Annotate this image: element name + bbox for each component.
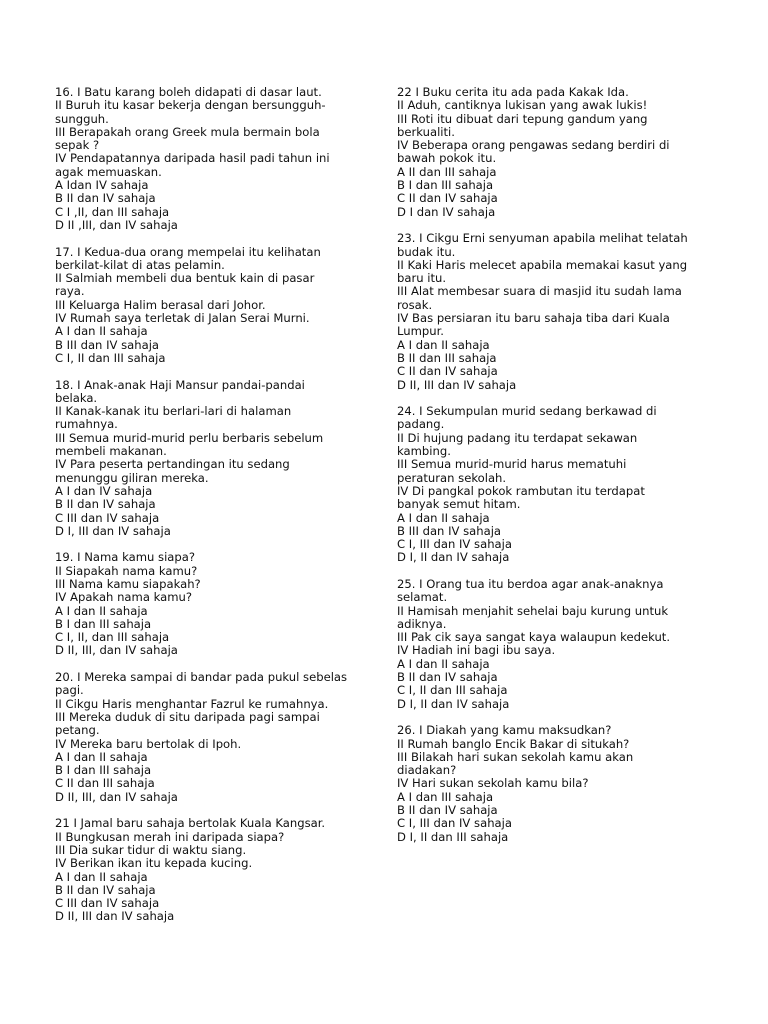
question-line: A I dan III sahaja bbox=[397, 789, 494, 804]
question-line: III Berapakah orang Greek mula bermain bola bbox=[55, 124, 320, 139]
question-line: B I dan III sahaja bbox=[55, 616, 152, 631]
question-line: belaka. bbox=[55, 390, 98, 405]
question-line: C II dan IV sahaja bbox=[397, 364, 498, 379]
question-line: kambing. bbox=[397, 444, 451, 459]
question-line: A Idan IV sahaja bbox=[55, 178, 149, 193]
question-line: II Aduh, cantiknya lukisan yang awak lukis! bbox=[397, 98, 648, 113]
question-line: II Siapakah nama kamu? bbox=[55, 563, 198, 578]
question-line: C I, III dan IV sahaja bbox=[397, 537, 512, 552]
question-line: IV Pendapatannya daripada hasil padi tahun ini bbox=[55, 151, 330, 166]
question-line: rosak. bbox=[397, 297, 433, 312]
question-line: berkilat-kilat di atas pelamin. bbox=[55, 257, 225, 272]
question-line: B II dan IV sahaja bbox=[397, 670, 498, 685]
question-line: II Rumah banglo Encik Bakar di situkah? bbox=[397, 736, 630, 751]
question-line: III Keluarga Halim berasal dari Johor. bbox=[55, 297, 266, 312]
question-block bbox=[55, 671, 355, 804]
question-line: adiknya. bbox=[397, 616, 447, 631]
question-line: raya. bbox=[55, 284, 85, 299]
question-line: pagi. bbox=[55, 683, 84, 698]
question-line: III Alat membesar suara di masjid itu sudah lama bbox=[397, 284, 682, 299]
question-line: C II dan III sahaja bbox=[55, 776, 155, 791]
question-line: III Dia sukar tidur di waktu siang. bbox=[55, 842, 247, 857]
question-line: A I dan II sahaja bbox=[55, 869, 148, 884]
left-column bbox=[55, 86, 355, 937]
question-line: II Bungkusan merah ini daripada siapa? bbox=[55, 829, 285, 844]
question-line: III Semua murid-murid harus mematuhi bbox=[397, 457, 627, 472]
question-line: 16. I Batu karang boleh didapati di dasar laut. bbox=[55, 85, 322, 99]
question-line: padang. bbox=[397, 417, 445, 432]
question-line: agak memuaskan. bbox=[55, 164, 162, 179]
question-line: III Nama kamu siapakah? bbox=[55, 576, 201, 591]
question-line: III Mereka duduk di situ daripada pagi sampai bbox=[55, 709, 320, 724]
question-line: D II ,III, dan IV sahaja bbox=[55, 217, 178, 232]
question-line: diadakan? bbox=[397, 763, 457, 778]
question-block bbox=[55, 551, 355, 657]
question-line: B II dan III sahaja bbox=[397, 350, 497, 365]
question-line: C I, II dan III sahaja bbox=[397, 683, 508, 698]
question-line: IV Beberapa orang pengawas sedang berdiri di bbox=[397, 138, 670, 153]
question-line: 19. I Nama kamu siapa? bbox=[55, 550, 196, 565]
question-line: II Kanak-kanak itu berlari-lari di halaman bbox=[55, 404, 292, 419]
question-line: 17. I Kedua-dua orang mempelai itu kelihatan bbox=[55, 244, 321, 259]
question-line: Lumpur. bbox=[397, 324, 444, 339]
question-line: 23. I Cikgu Erni senyuman apabila melihat telatah bbox=[397, 231, 688, 246]
question-line: selamat. bbox=[397, 590, 448, 605]
question-line: petang. bbox=[55, 723, 100, 738]
question-line: D II, III, dan IV sahaja bbox=[55, 643, 178, 658]
question-line: menunggu giliran mereka. bbox=[55, 470, 209, 485]
question-line: A I dan II sahaja bbox=[397, 656, 490, 671]
question-line: B III dan IV sahaja bbox=[55, 337, 160, 352]
question-line: C III dan IV sahaja bbox=[55, 896, 160, 911]
question-line: D I, II dan IV sahaja bbox=[397, 550, 510, 565]
question-line: II Buruh itu kasar bekerja dengan bersungguh- bbox=[55, 98, 326, 113]
question-line: baru itu. bbox=[397, 271, 447, 286]
question-line: C I, II dan III sahaja bbox=[55, 350, 166, 365]
question-block bbox=[397, 405, 707, 565]
question-line: B I dan III sahaja bbox=[55, 763, 152, 778]
question-block bbox=[55, 86, 355, 232]
question-line: D I, III dan IV sahaja bbox=[55, 523, 171, 538]
question-line: A I dan II sahaja bbox=[397, 510, 490, 525]
question-line: berkualiti. bbox=[397, 124, 455, 139]
question-line: III Bilakah hari sukan sekolah kamu akan bbox=[397, 749, 634, 764]
question-line: membeli makanan. bbox=[55, 444, 167, 459]
question-line: III Semua murid-murid perlu berbaris sebelum bbox=[55, 430, 324, 445]
question-line: C III dan IV sahaja bbox=[55, 510, 160, 525]
question-line: budak itu. bbox=[397, 244, 456, 259]
question-line: II Hamisah menjahit sehelai baju kurung untuk bbox=[397, 603, 669, 618]
question-block bbox=[397, 232, 707, 392]
question-line: IV Di pangkal pokok rambutan itu terdapat bbox=[397, 483, 645, 498]
question-line: sungguh. bbox=[55, 111, 109, 126]
question-line: 26. I Diakah yang kamu maksudkan? bbox=[397, 723, 612, 738]
question-line: D II, III dan IV sahaja bbox=[397, 377, 517, 392]
question-line: 24. I Sekumpulan murid sedang berkawad di bbox=[397, 404, 657, 419]
question-line: A I dan II sahaja bbox=[55, 324, 148, 339]
question-line: IV Para peserta pertandingan itu sedang bbox=[55, 457, 290, 472]
question-line: C I, II, dan III sahaja bbox=[55, 630, 170, 645]
question-line: bawah pokok itu. bbox=[397, 151, 497, 166]
question-line: B I dan III sahaja bbox=[397, 178, 494, 193]
question-block bbox=[397, 724, 707, 844]
question-line: D II, III, dan IV sahaja bbox=[55, 789, 178, 804]
question-line: D I, II dan III sahaja bbox=[397, 829, 509, 844]
question-line: peraturan sekolah. bbox=[397, 470, 507, 485]
question-line: 20. I Mereka sampai di bandar pada pukul sebelas bbox=[55, 670, 348, 685]
question-line: B II dan IV sahaja bbox=[55, 882, 156, 897]
question-line: IV Hari sukan sekolah kamu bila? bbox=[397, 776, 589, 791]
question-line: 22 I Buku cerita itu ada pada Kakak Ida. bbox=[397, 85, 629, 99]
question-line: IV Hadiah ini bagi ibu saya. bbox=[397, 643, 556, 658]
question-line: 21 I Jamal baru sahaja bertolak Kuala Kangsar. bbox=[55, 816, 326, 831]
question-line: B III dan IV sahaja bbox=[397, 523, 502, 538]
question-line: C I, III dan IV sahaja bbox=[397, 816, 512, 831]
question-line: IV Rumah saya terletak di Jalan Serai Murni. bbox=[55, 311, 310, 326]
question-line: D I dan IV sahaja bbox=[397, 204, 496, 219]
question-line: II Di hujung padang itu terdapat sekawan bbox=[397, 430, 638, 445]
question-line: A I dan II sahaja bbox=[55, 749, 148, 764]
question-line: IV Mereka baru bertolak di Ipoh. bbox=[55, 736, 242, 751]
question-line: D II, III dan IV sahaja bbox=[55, 909, 175, 924]
question-line: II Cikgu Haris menghantar Fazrul ke rumahnya. bbox=[55, 696, 329, 711]
question-line: rumahnya. bbox=[55, 417, 118, 432]
question-line: banyak semut hitam. bbox=[397, 497, 521, 512]
question-line: IV Bas persiaran itu baru sahaja tiba dari Kuala bbox=[397, 311, 670, 326]
question-block bbox=[55, 379, 355, 539]
question-line: A I dan II sahaja bbox=[55, 603, 148, 618]
question-line: C II dan IV sahaja bbox=[397, 191, 498, 206]
right-column bbox=[397, 86, 707, 857]
question-line: B II dan IV sahaja bbox=[55, 497, 156, 512]
question-block bbox=[397, 578, 707, 711]
question-line: B II dan IV sahaja bbox=[55, 191, 156, 206]
question-line: 18. I Anak-anak Haji Mansur pandai-pandai bbox=[55, 377, 305, 392]
question-block bbox=[55, 817, 355, 923]
question-line: sepak ? bbox=[55, 138, 100, 153]
question-line: III Pak cik saya sangat kaya walaupun kedekut. bbox=[397, 630, 671, 645]
question-block bbox=[55, 246, 355, 366]
question-line: III Roti itu dibuat dari tepung gandum yang bbox=[397, 111, 648, 126]
question-line: 25. I Orang tua itu berdoa agar anak-anaknya bbox=[397, 576, 664, 591]
question-line: II Kaki Haris melecet apabila memakai kasut yang bbox=[397, 257, 688, 272]
question-line: A I dan II sahaja bbox=[397, 337, 490, 352]
question-line: C I ,II, dan III sahaja bbox=[55, 204, 170, 219]
question-line: II Salmiah membeli dua bentuk kain di pasar bbox=[55, 271, 315, 286]
question-line: A II dan III sahaja bbox=[397, 164, 497, 179]
question-line: IV Apakah nama kamu? bbox=[55, 590, 193, 605]
question-block bbox=[397, 86, 707, 219]
question-line: A I dan IV sahaja bbox=[55, 483, 153, 498]
question-line: IV Berikan ikan itu kepada kucing. bbox=[55, 856, 253, 871]
question-line: D I, II dan IV sahaja bbox=[397, 696, 510, 711]
question-line: B II dan IV sahaja bbox=[397, 803, 498, 818]
